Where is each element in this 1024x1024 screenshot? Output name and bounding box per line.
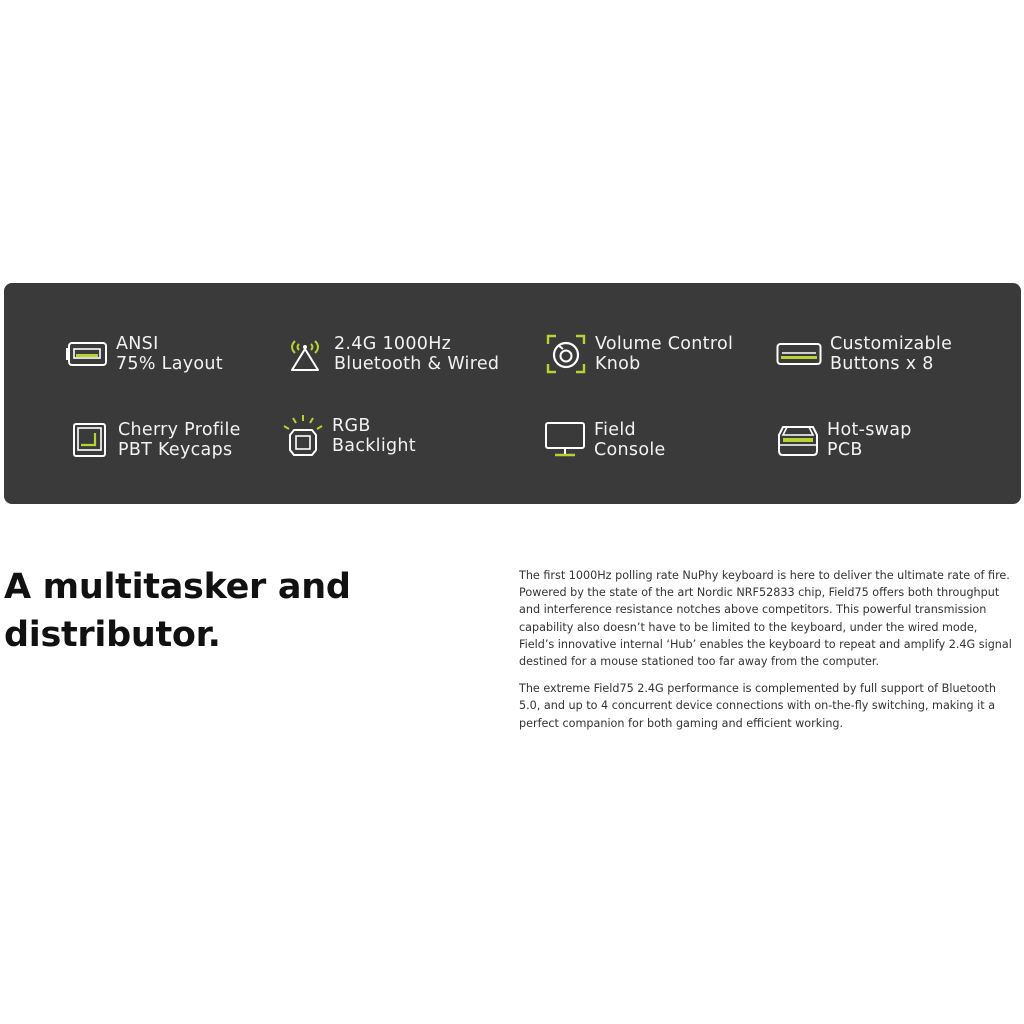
feature-keycaps-subtitle: PBT Keycaps xyxy=(118,440,233,460)
rgb-backlight-icon xyxy=(282,415,324,457)
custom-buttons-icon xyxy=(776,333,822,375)
feature-rgb-title: RGB xyxy=(332,416,371,436)
monitor-icon xyxy=(544,419,586,461)
headline-line-2: distributor. xyxy=(4,615,221,655)
feature-wireless-subtitle: Bluetooth & Wired xyxy=(334,354,500,374)
feature-ansi-subtitle: 75% Layout xyxy=(116,354,223,374)
keycap-icon xyxy=(68,419,110,461)
feature-keycaps-title: Cherry Profile xyxy=(118,420,241,440)
feature-hotswap-subtitle: PCB xyxy=(827,440,863,460)
keyboard-layout-icon xyxy=(66,333,108,375)
feature-console-subtitle: Console xyxy=(594,440,666,460)
feature-ansi-layout xyxy=(66,333,223,375)
feature-knob-title: Volume Control xyxy=(595,334,734,354)
feature-keycaps xyxy=(68,419,241,461)
feature-rgb-backlight xyxy=(282,415,416,457)
hot-swap-pcb-icon xyxy=(777,419,819,461)
feature-volume-knob xyxy=(545,333,733,375)
section-headline xyxy=(4,563,351,659)
feature-wireless xyxy=(284,333,499,375)
feature-console-title: Field xyxy=(594,420,636,440)
body-paragraph-1: The first 1000Hz polling rate NuPhy keyboard is here to deliver the ultimate rate of fire. Powered by the state of the art Nordic NRF52833 chip, Field75 offers both throughput and interference resistance notches above competitors. This powerful transmission capability also doesn’t have to be limited to the keyboard, under the wired mode, Field’s innovative internal ‘Hub’ enables the keyboard to repeat and amplify 2.4G signal destined for a mouse stationed too far away from the computer. xyxy=(519,569,1012,669)
feature-hot-swap xyxy=(777,419,912,461)
feature-hotswap-title: Hot-swap xyxy=(827,420,912,440)
headline-line-1: A multitasker and xyxy=(4,567,351,607)
feature-custom-buttons xyxy=(776,333,952,375)
feature-rgb-subtitle: Backlight xyxy=(332,436,416,456)
section-body xyxy=(519,567,1014,742)
body-paragraph-2: The extreme Field75 2.4G performance is complemented by full support of Bluetooth 5.0, and up to 4 concurrent device connections with on-the-fly switching, making it a perfect companion for both gaming and efficient working. xyxy=(519,682,996,730)
wireless-signal-icon xyxy=(284,333,326,375)
feature-buttons-subtitle: Buttons x 8 xyxy=(830,354,934,374)
feature-knob-subtitle: Knob xyxy=(595,354,641,374)
feature-field-console xyxy=(544,419,666,461)
feature-wireless-title: 2.4G 1000Hz xyxy=(334,334,452,354)
feature-buttons-title: Customizable xyxy=(830,334,953,354)
feature-ansi-title: ANSI xyxy=(116,334,159,354)
features-panel xyxy=(4,283,1021,504)
volume-knob-icon xyxy=(545,333,587,375)
